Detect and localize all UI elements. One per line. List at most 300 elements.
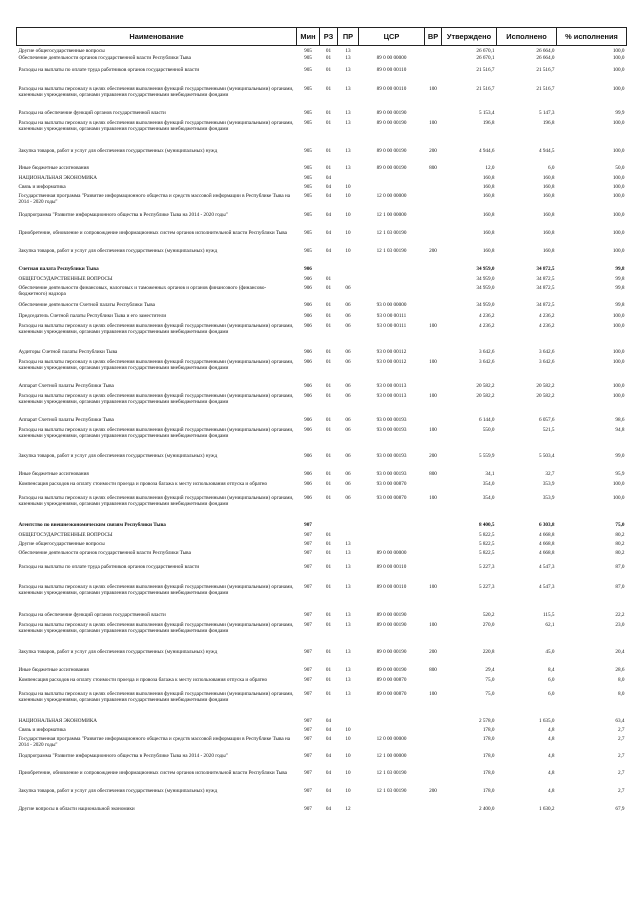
row-csr: 89 0 00 00190 xyxy=(376,120,407,127)
row-rz: 01 xyxy=(325,67,332,74)
row-rz: 01 xyxy=(325,495,332,502)
row-executed: 353,9 xyxy=(542,481,555,488)
row-vr: 200 xyxy=(429,248,437,255)
row-rz: 01 xyxy=(325,276,332,283)
row-pr: 13 xyxy=(345,677,351,684)
row-csr xyxy=(359,540,425,549)
row-pr: 06 xyxy=(345,495,351,502)
row-vr: 800 xyxy=(429,165,437,172)
row-min: 906 xyxy=(304,313,312,320)
row-rz: 01 xyxy=(325,47,332,54)
row-name: Расходы на выплаты персоналу в целях обеспечения выполнения функций государственными (муниципальными) органами, казенными учреждениями, органами управления государственными внебюджетными фондами xyxy=(18,86,294,99)
row-name: Расходы на выплаты персоналу в целях обеспечения выполнения функций государственными (муниципальными) органами, казенными учреждениями, органами управления государственными внебюджетными фондами xyxy=(18,427,294,440)
row-min: 907 xyxy=(304,541,312,548)
row-percent: 87,0 xyxy=(615,564,625,571)
row-executed: 4 547,3 xyxy=(538,564,555,571)
row-percent: 100,0 xyxy=(612,495,625,502)
row-vr xyxy=(425,480,442,494)
row-pr xyxy=(338,265,359,275)
row-executed: 4,8 xyxy=(548,753,555,760)
table-row xyxy=(17,229,627,247)
row-approved: 5 153,4 xyxy=(478,110,495,117)
row-executed: 4 668,8 xyxy=(538,550,555,557)
row-approved: 160,8 xyxy=(482,184,495,191)
row-percent: 2,7 xyxy=(618,788,625,795)
row-executed: 26 664,0 xyxy=(536,47,555,54)
row-name: ОБЩЕГОСУДАРСТВЕННЫЕ ВОПРОСЫ xyxy=(18,532,113,539)
row-csr: 89 0 00 00110 xyxy=(376,564,407,571)
row-csr: 89 0 00 00190 xyxy=(376,649,407,656)
table-row xyxy=(17,119,627,147)
row-percent: 80,2 xyxy=(615,541,625,548)
row-min: 905 xyxy=(304,212,312,219)
row-executed: 160,8 xyxy=(542,175,555,182)
row-executed: 21 516,7 xyxy=(536,86,555,93)
row-percent: 100,0 xyxy=(612,184,625,191)
row-name: Расходы на обеспечение функций органов государственной власти xyxy=(18,110,166,117)
row-rz: 04 xyxy=(325,727,332,734)
row-approved: 20 582,2 xyxy=(476,383,495,390)
row-vr xyxy=(425,531,442,540)
row-min: 907 xyxy=(304,550,312,557)
row-name: Государственная программа "Развитие информационного общества и средств массовой информации в Республике Тыва на 2014 - 2020 годы" xyxy=(18,193,291,206)
table-row xyxy=(17,275,627,284)
row-csr: 12 1 03 00190 xyxy=(376,770,407,777)
row-name: Закупка товаров, работ и услуг для обеспечения государственных (муниципальных) нужд xyxy=(18,788,218,795)
row-pr: 10 xyxy=(345,193,351,200)
row-executed: 34 872,5 xyxy=(536,302,555,309)
row-csr: 93 0 00 00193 xyxy=(376,471,407,478)
row-min: 907 xyxy=(304,584,312,591)
row-csr xyxy=(359,805,425,815)
row-percent: 63,4 xyxy=(615,718,625,725)
row-vr: 100 xyxy=(429,86,437,93)
row-csr xyxy=(359,717,425,726)
row-vr xyxy=(425,54,442,66)
row-vr: 100 xyxy=(429,359,437,366)
row-name: Обеспечение деятельности финансовых, налоговых и таможенных органов и органов финансового (финансово-бюджетного) надзора xyxy=(18,285,267,298)
row-rz: 01 xyxy=(325,148,332,155)
row-vr: 800 xyxy=(429,667,437,674)
row-rz: 01 xyxy=(325,550,332,557)
row-name: Иные бюджетные ассигнования xyxy=(18,165,89,172)
row-pr: 06 xyxy=(345,471,351,478)
row-vr xyxy=(425,183,442,192)
row-vr: 100 xyxy=(429,584,437,591)
row-pr xyxy=(338,717,359,726)
row-pr: 06 xyxy=(345,323,351,330)
row-min: 905 xyxy=(304,175,312,182)
row-percent: 100,0 xyxy=(612,481,625,488)
row-approved: 160,8 xyxy=(482,248,495,255)
row-approved: 5 822,5 xyxy=(478,550,495,557)
row-approved: 160,8 xyxy=(482,230,495,237)
table-row xyxy=(17,563,627,583)
row-rz: 01 xyxy=(325,393,332,400)
row-name: Государственная программа "Развитие информационного общества и средств массовой информации в Республике Тыва на 2014 - 2020 годы" xyxy=(18,736,291,749)
table-row xyxy=(17,717,627,726)
row-min: 907 xyxy=(304,622,312,629)
row-csr: 12 1 03 00190 xyxy=(376,230,407,237)
row-approved: 75,0 xyxy=(485,677,495,684)
row-min: 905 xyxy=(304,55,312,62)
row-pr: 10 xyxy=(345,753,351,760)
row-rz: 01 xyxy=(325,622,332,629)
row-percent: 28,6 xyxy=(615,667,625,674)
row-approved: 178,0 xyxy=(482,736,495,743)
row-csr: 89 0 00 00110 xyxy=(376,86,407,93)
row-vr xyxy=(425,174,442,183)
row-name: Расходы на выплаты персоналу в целях обеспечения выполнения функций государственными (муниципальными) органами, казенными учреждениями, органами управления государственными внебюджетными фондами xyxy=(18,323,294,336)
table-row xyxy=(17,192,627,211)
row-name: Аппарат Счетной палаты Республики Тыва xyxy=(18,417,114,424)
row-pr: 06 xyxy=(345,417,351,424)
row-csr xyxy=(359,183,425,192)
table-row xyxy=(17,648,627,666)
row-rz: 01 xyxy=(325,323,332,330)
row-executed: 32,7 xyxy=(545,471,555,478)
row-executed: 160,8 xyxy=(542,184,555,191)
row-percent: 2,7 xyxy=(618,727,625,734)
row-approved: 20 582,2 xyxy=(476,393,495,400)
row-percent: 99,8 xyxy=(615,276,625,283)
header-percent: % исполнения xyxy=(557,28,627,46)
row-vr: 800 xyxy=(429,471,437,478)
row-vr xyxy=(425,229,442,247)
table-row xyxy=(17,769,627,787)
budget-execution-table xyxy=(16,27,627,815)
row-csr: 89 0 00 00110 xyxy=(376,67,407,74)
row-csr: 89 0 00 00190 xyxy=(376,110,407,117)
row-pr: 06 xyxy=(345,313,351,320)
row-rz: 01 xyxy=(325,471,332,478)
row-percent: 75,0 xyxy=(615,522,625,529)
row-vr: 100 xyxy=(429,691,437,698)
row-csr: 89 0 00 00190 xyxy=(376,165,407,172)
row-pr: 10 xyxy=(345,770,351,777)
table-row xyxy=(17,531,627,540)
row-min: 906 xyxy=(304,495,312,502)
row-percent: 100,0 xyxy=(612,120,625,127)
row-percent: 100,0 xyxy=(612,212,625,219)
row-pr: 13 xyxy=(345,541,351,548)
row-vr xyxy=(425,275,442,284)
row-pr: 06 xyxy=(345,393,351,400)
row-percent: 100,0 xyxy=(612,359,625,366)
table-row xyxy=(17,611,627,621)
row-pr: 06 xyxy=(345,383,351,390)
row-executed: 4 944,5 xyxy=(538,148,555,155)
row-percent: 100,0 xyxy=(612,349,625,356)
row-min: 905 xyxy=(304,184,312,191)
row-approved: 6 144,0 xyxy=(478,417,495,424)
row-executed: 160,8 xyxy=(542,212,555,219)
row-rz: 01 xyxy=(325,649,332,656)
row-percent: 8,0 xyxy=(618,691,625,698)
row-executed: 115,5 xyxy=(543,612,555,619)
row-min: 905 xyxy=(304,120,312,127)
table-row xyxy=(17,787,627,805)
row-csr: 93 0 00 00193 xyxy=(376,453,407,460)
row-min: 905 xyxy=(304,67,312,74)
table-row xyxy=(17,147,627,164)
row-min: 906 xyxy=(304,417,312,424)
row-vr xyxy=(425,717,442,726)
row-csr xyxy=(359,265,425,275)
row-csr: 93 0 00 00870 xyxy=(376,495,407,502)
row-approved: 21 516,7 xyxy=(476,67,495,74)
row-approved: 4 236,2 xyxy=(478,323,495,330)
row-vr xyxy=(425,735,442,752)
table-row xyxy=(17,583,627,611)
row-executed: 3 642,6 xyxy=(538,349,555,356)
table-row xyxy=(17,521,627,531)
row-min: 906 xyxy=(304,393,312,400)
row-pr: 13 xyxy=(345,667,351,674)
row-percent: 67,9 xyxy=(615,806,625,813)
row-csr: 93 0 00 00193 xyxy=(376,427,407,434)
row-name: Обеспечение деятельности Счетной палаты Республики Тыва xyxy=(18,302,155,309)
row-approved: 178,0 xyxy=(482,727,495,734)
row-name: Обеспечение деятельности органов государственной власти Республики Тыва xyxy=(18,550,191,557)
row-rz: 01 xyxy=(325,55,332,62)
row-vr: 100 xyxy=(429,427,437,434)
table-row xyxy=(17,312,627,322)
row-csr: 93 0 00 00111 xyxy=(376,313,407,320)
row-min: 906 xyxy=(304,302,312,309)
row-pr: 06 xyxy=(345,302,351,309)
row-rz: 04 xyxy=(325,175,332,182)
row-csr: 93 0 00 00112 xyxy=(376,349,407,356)
table-row xyxy=(17,480,627,494)
row-csr: 89 0 00 00000 xyxy=(376,550,407,557)
table-row xyxy=(17,690,627,717)
table-row xyxy=(17,752,627,769)
row-min: 905 xyxy=(304,165,312,172)
row-csr xyxy=(359,726,425,735)
row-percent: 99,8 xyxy=(615,266,625,273)
row-approved: 26 670,1 xyxy=(476,55,495,62)
row-percent: 100,0 xyxy=(612,323,625,330)
row-name: Счетная палата Республики Тыва xyxy=(18,266,99,273)
row-rz: 04 xyxy=(325,718,332,725)
row-executed: 20 582,2 xyxy=(536,393,555,400)
row-percent: 99,9 xyxy=(615,110,625,117)
row-percent: 23,0 xyxy=(615,622,625,629)
row-csr xyxy=(359,284,425,301)
row-name: Расходы на выплаты по оплате труда работников органов государственной власти xyxy=(18,67,200,74)
row-percent: 80,2 xyxy=(615,550,625,557)
row-pr xyxy=(338,521,359,531)
row-min: 907 xyxy=(304,770,312,777)
row-name: Закупка товаров, работ и услуг для обеспечения государственных (муниципальных) нужд xyxy=(18,453,218,460)
row-approved: 160,8 xyxy=(482,175,495,182)
row-min: 905 xyxy=(304,248,312,255)
row-name: ОБЩЕГОСУДАРСТВЕННЫЕ ВОПРОСЫ xyxy=(18,276,113,283)
row-rz: 01 xyxy=(325,313,332,320)
row-executed: 1 630,2 xyxy=(538,806,555,813)
row-csr: 89 0 00 00190 xyxy=(376,622,407,629)
table-row xyxy=(17,676,627,690)
row-rz: 01 xyxy=(325,120,332,127)
row-percent: 100,0 xyxy=(612,313,625,320)
row-executed: 45,0 xyxy=(545,649,555,656)
row-percent: 22,2 xyxy=(615,612,625,619)
row-rz xyxy=(320,521,338,531)
table-row xyxy=(17,54,627,66)
row-executed: 6,0 xyxy=(548,677,555,684)
row-approved: 4 236,2 xyxy=(478,313,495,320)
row-min: 905 xyxy=(304,193,312,200)
row-pr: 10 xyxy=(345,230,351,237)
row-approved: 354,0 xyxy=(482,495,495,502)
table-row xyxy=(17,426,627,452)
row-name: Закупка товаров, работ и услуг для обеспечения государственных (муниципальных) нужд xyxy=(18,248,218,255)
table-row xyxy=(17,392,627,416)
row-min: 907 xyxy=(304,677,312,684)
row-name: Иные бюджетные ассигнования xyxy=(18,667,89,674)
row-name: Компенсация расходов на оплату стоимости проезда и провоза багажа к месту использования отпуска и обратно xyxy=(18,677,268,684)
table-row xyxy=(17,85,627,109)
row-name: Приобретение, обновление и сопровождение информационных систем органов исполнительной власти Республики Тыва xyxy=(18,230,287,237)
row-percent: 99,0 xyxy=(615,453,625,460)
row-csr xyxy=(359,46,425,54)
row-csr: 12 0 00 00000 xyxy=(376,736,407,743)
row-executed: 4 668,8 xyxy=(538,532,555,539)
row-approved: 196,8 xyxy=(482,120,495,127)
row-executed: 26 664,0 xyxy=(536,55,555,62)
row-percent: 50,0 xyxy=(615,165,625,172)
row-csr xyxy=(359,275,425,284)
row-rz: 04 xyxy=(325,184,332,191)
row-vr: 100 xyxy=(429,120,437,127)
row-vr xyxy=(425,211,442,229)
row-rz: 01 xyxy=(325,677,332,684)
table-row xyxy=(17,211,627,229)
row-name: Аудиторы Счетной палаты Республики Тыва xyxy=(18,349,118,356)
row-vr xyxy=(425,769,442,787)
row-approved: 4 944,6 xyxy=(478,148,495,155)
row-name: Расходы на выплаты персоналу в целях обеспечения выполнения функций государственными (муниципальными) органами, казенными учреждениями, органами управления государственными внебюджетными фондами xyxy=(18,393,294,406)
row-vr: 200 xyxy=(429,148,437,155)
row-rz: 01 xyxy=(325,302,332,309)
row-executed: 521,5 xyxy=(542,427,555,434)
table-row xyxy=(17,452,627,470)
row-pr: 13 xyxy=(345,612,351,619)
row-approved: 5 227,3 xyxy=(478,584,495,591)
row-executed: 160,8 xyxy=(542,248,555,255)
row-percent: 100,0 xyxy=(612,67,625,74)
row-csr: 93 0 00 00870 xyxy=(376,481,407,488)
table-row xyxy=(17,348,627,358)
row-executed: 4,8 xyxy=(548,788,555,795)
row-min: 906 xyxy=(304,276,312,283)
header-rz: РЗ xyxy=(320,28,338,46)
row-pr: 13 xyxy=(345,110,351,117)
row-rz: 04 xyxy=(325,753,332,760)
row-name: Подпрограмма "Развитие информационного общества в Республике Тыва на 2014 - 2020 годы" xyxy=(18,753,228,760)
row-csr: 12 1 03 00190 xyxy=(376,788,407,795)
row-name: Аппарат Счетной палаты Республики Тыва xyxy=(18,383,114,390)
row-min: 906 xyxy=(304,383,312,390)
row-pr: 06 xyxy=(345,453,351,460)
row-name: Закупка товаров, работ и услуг для обеспечения государственных (муниципальных) нужд xyxy=(18,148,218,155)
row-pr: 06 xyxy=(345,349,351,356)
row-min: 906 xyxy=(304,359,312,366)
row-rz xyxy=(320,265,338,275)
row-approved: 178,0 xyxy=(482,788,495,795)
row-pr: 06 xyxy=(345,359,351,366)
row-approved: 34 959,0 xyxy=(476,266,495,273)
row-rz: 01 xyxy=(325,584,332,591)
row-percent: 99,8 xyxy=(615,285,625,292)
row-rz: 04 xyxy=(325,788,332,795)
row-vr xyxy=(425,109,442,119)
row-min: 907 xyxy=(304,788,312,795)
row-percent: 100,0 xyxy=(612,393,625,400)
table-row xyxy=(17,805,627,815)
row-pr: 13 xyxy=(345,550,351,557)
row-min: 905 xyxy=(304,148,312,155)
row-min: 906 xyxy=(304,285,312,292)
row-executed: 160,8 xyxy=(542,230,555,237)
row-min: 906 xyxy=(304,266,312,273)
row-pr: 06 xyxy=(345,427,351,434)
row-csr: 89 0 00 00870 xyxy=(376,677,407,684)
row-pr: 12 xyxy=(345,806,351,813)
row-approved: 34 959,0 xyxy=(476,285,495,292)
row-rz: 01 xyxy=(325,564,332,571)
row-pr: 10 xyxy=(345,248,351,255)
row-pr: 13 xyxy=(345,67,351,74)
row-pr: 13 xyxy=(345,622,351,629)
row-min: 907 xyxy=(304,736,312,743)
row-rz: 04 xyxy=(325,193,332,200)
row-name: Подпрограмма "Развитие информационного общества в Республике Тыва на 2014 - 2020 годы" xyxy=(18,212,228,219)
header-approved: Утверждено xyxy=(442,28,497,46)
row-vr: 100 xyxy=(429,495,437,502)
row-percent: 20,4 xyxy=(615,649,625,656)
table-row xyxy=(17,470,627,480)
row-executed: 4,8 xyxy=(548,736,555,743)
row-percent: 100,0 xyxy=(612,55,625,62)
table-row xyxy=(17,174,627,183)
row-min: 907 xyxy=(304,806,312,813)
row-csr: 12 1 00 00000 xyxy=(376,753,407,760)
row-min: 907 xyxy=(304,532,312,539)
row-executed: 353,9 xyxy=(542,495,555,502)
row-min: 905 xyxy=(304,230,312,237)
row-executed: 6,0 xyxy=(548,691,555,698)
table-row xyxy=(17,284,627,301)
row-executed: 4,8 xyxy=(548,770,555,777)
row-pr xyxy=(338,531,359,540)
row-name: Расходы на обеспечение функций органов государственной власти xyxy=(18,612,166,619)
table-row xyxy=(17,416,627,426)
row-pr: 13 xyxy=(345,55,351,62)
row-approved: 5 822,5 xyxy=(478,541,495,548)
row-name: НАЦИОНАЛЬНАЯ ЭКОНОМИКА xyxy=(18,718,98,725)
row-min: 906 xyxy=(304,481,312,488)
row-executed: 34 872,5 xyxy=(536,285,555,292)
row-rz: 01 xyxy=(325,383,332,390)
row-executed: 34 872,5 xyxy=(536,266,555,273)
table-row xyxy=(17,621,627,648)
row-name: Агентство по внешнеэкономическим связям Республики Тыва xyxy=(18,522,166,529)
row-vr xyxy=(425,265,442,275)
row-vr xyxy=(425,676,442,690)
table-row xyxy=(17,247,627,265)
